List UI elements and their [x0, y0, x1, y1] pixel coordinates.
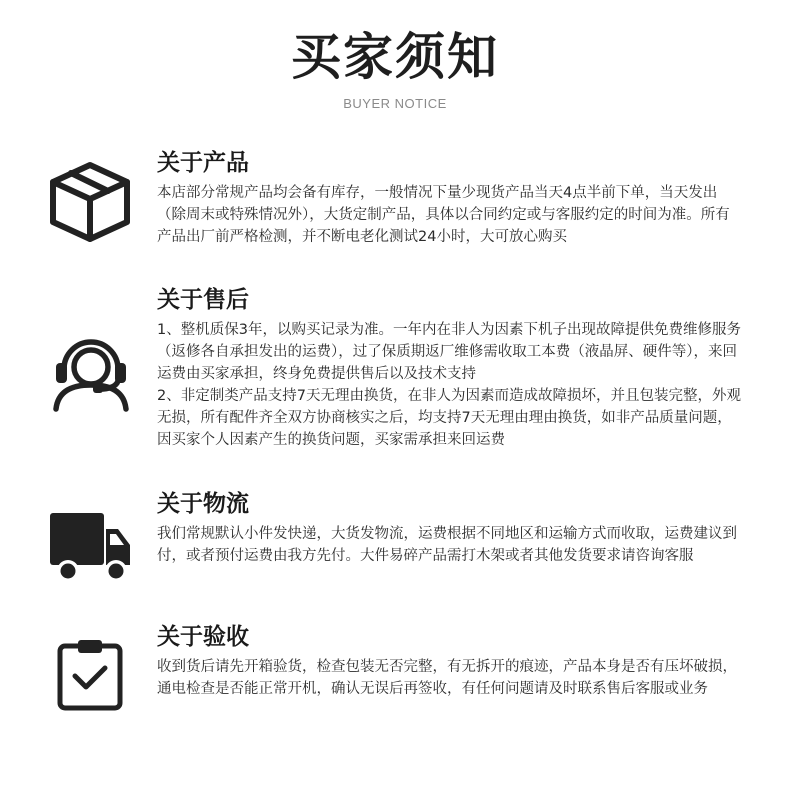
section-title: 关于产品	[157, 150, 249, 176]
section-body	[157, 523, 743, 567]
section-product	[0, 148, 790, 258]
section-logistics	[0, 489, 790, 589]
section-body	[157, 319, 743, 451]
section-inspection	[0, 622, 790, 722]
section-paragraph: 本店部分常规产品均会备有库存，一般情况下量少现货产品当天4点半前下单，当天发出（除周末或特殊情况外），大货定制产品，具体以合同约定或与客服约定的时间为准。所有产品出厂前严格检测，并不断电老化测试24小时，大可放心购买	[157, 185, 730, 245]
section-paragraph: 收到货后请先开箱验货，检查包装无否完整，有无拆开的痕迹，产品本身是否有压坏破损，通电检查是否能正常开机，确认无误后再签收，有任何问题请及时联系售后客服或业务	[157, 659, 737, 697]
section-title: 关于物流	[157, 491, 249, 517]
section-title: 关于验收	[157, 624, 249, 650]
section-aftersale	[0, 285, 790, 460]
page-title: 买家须知	[291, 28, 499, 86]
section-paragraph: 2、非定制类产品支持7天无理由换货，在非人为因素而造成故障损坏，并且包装完整，外观无损，所有配件齐全双方协商核实之后，均支持7天无理由理由换货，如非产品质量问题，因买家个人因素产生的换货问题，买家需承担来回运费	[157, 388, 741, 448]
section-body	[157, 182, 743, 248]
clipboard-check-icon	[48, 640, 128, 712]
truck-icon	[48, 509, 132, 585]
headset-agent-icon	[48, 329, 134, 415]
box-icon	[48, 160, 132, 244]
page-subtitle: BUYER NOTICE	[343, 96, 447, 111]
section-paragraph: 1、整机质保3年，以购买记录为准。一年内在非人为因素下机子出现故障提供免费维修服务（返修各自承担发出的运费），过了保质期返厂维修需收取工本费（液晶屏、硬件等），来回运费由买家承担，终身免费提供售后以及技术支持	[157, 322, 741, 382]
section-body	[157, 656, 743, 700]
section-paragraph: 我们常规默认小件发快递，大货发物流，运费根据不同地区和运输方式而收取，运费建议到付，或者预付运费由我方先付。大件易碎产品需打木架或者其他发货要求请咨询客服	[157, 526, 737, 564]
section-title: 关于售后	[157, 287, 249, 313]
